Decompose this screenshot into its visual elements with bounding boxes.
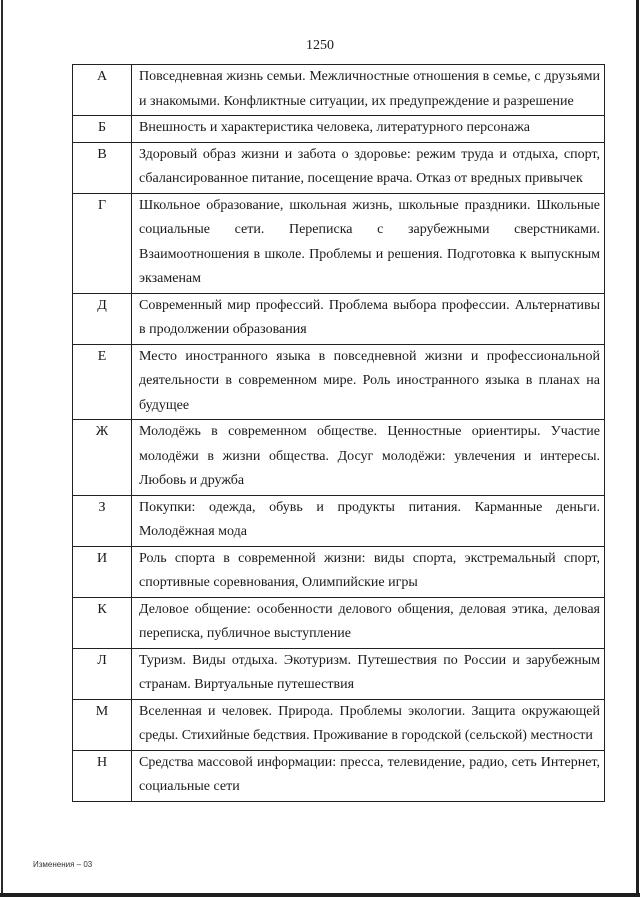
topics-table-body	[73, 65, 605, 802]
topic-text: Покупки: одежда, обувь и продукты питания. Карманные деньги. Молодёжная мода	[132, 495, 605, 546]
table-row	[73, 699, 605, 750]
table-row	[73, 193, 605, 293]
topic-text: Деловое общение: особенности делового общения, деловая этика, деловая переписка, публичное выступление	[132, 597, 605, 648]
revision-footer: Изменения – 03	[33, 860, 93, 869]
topic-text: Современный мир профессий. Проблема выбора профессии. Альтернативы в продолжении образования	[132, 293, 605, 344]
scan-edge-right	[636, 0, 639, 897]
table-row	[73, 750, 605, 801]
table-row	[73, 420, 605, 496]
topic-text: Средства массовой информации: пресса, телевидение, радио, сеть Интернет, социальные сети	[132, 750, 605, 801]
topic-text: Молодёжь в современном обществе. Ценностные ориентиры. Участие молодёжи в жизни общества. Досуг молодёжи: увлечения и интересы. Любовь и дружба	[132, 420, 605, 496]
table-row	[73, 648, 605, 699]
topic-letter: Ж	[73, 420, 132, 496]
topic-letter: К	[73, 597, 132, 648]
topic-letter: Л	[73, 648, 132, 699]
table-row	[73, 142, 605, 193]
topics-table	[72, 64, 605, 802]
topic-text: Вселенная и человек. Природа. Проблемы экологии. Защита окружающей среды. Стихийные бедствия. Проживание в городской (сельской) местности	[132, 699, 605, 750]
topic-text: Туризм. Виды отдыха. Экотуризм. Путешествия по России и зарубежным странам. Виртуальные путешествия	[132, 648, 605, 699]
table-row	[73, 495, 605, 546]
topic-letter: Б	[73, 116, 132, 143]
table-row	[73, 293, 605, 344]
topic-letter: Н	[73, 750, 132, 801]
topic-letter: А	[73, 65, 132, 116]
topic-letter: М	[73, 699, 132, 750]
topic-letter: И	[73, 546, 132, 597]
topic-text: Здоровый образ жизни и забота о здоровье: режим труда и отдыха, спорт, сбалансированное питание, посещение врача. Отказ от вредных привычек	[132, 142, 605, 193]
topic-letter: Г	[73, 193, 132, 293]
topic-text: Повседневная жизнь семьи. Межличностные отношения в семье, с друзьями и знакомыми. Конфликтные ситуации, их предупреждение и разрешение	[132, 65, 605, 116]
page-number: 1250	[306, 38, 334, 53]
topic-text: Школьное образование, школьная жизнь, школьные праздники. Школьные социальные сети. Переписка с зарубежными сверстниками. Взаимоотношения в школе. Проблемы и решения. Подготовка к выпускным экзаменам	[132, 193, 605, 293]
topic-letter: Е	[73, 344, 132, 420]
scan-edge-left	[1, 0, 3, 897]
table-row	[73, 344, 605, 420]
topic-text: Место иностранного языка в повседневной жизни и профессиональной деятельности в современном мире. Роль иностранного языка в планах на будущее	[132, 344, 605, 420]
table-row	[73, 597, 605, 648]
topic-text: Внешность и характеристика человека, литературного персонажа	[132, 116, 605, 143]
table-row	[73, 546, 605, 597]
topic-text: Роль спорта в современной жизни: виды спорта, экстремальный спорт, спортивные соревнования, Олимпийские игры	[132, 546, 605, 597]
table-row	[73, 65, 605, 116]
topic-letter: Д	[73, 293, 132, 344]
table-row	[73, 116, 605, 143]
scan-edge-bottom	[0, 893, 640, 897]
topic-letter: В	[73, 142, 132, 193]
topic-letter: З	[73, 495, 132, 546]
